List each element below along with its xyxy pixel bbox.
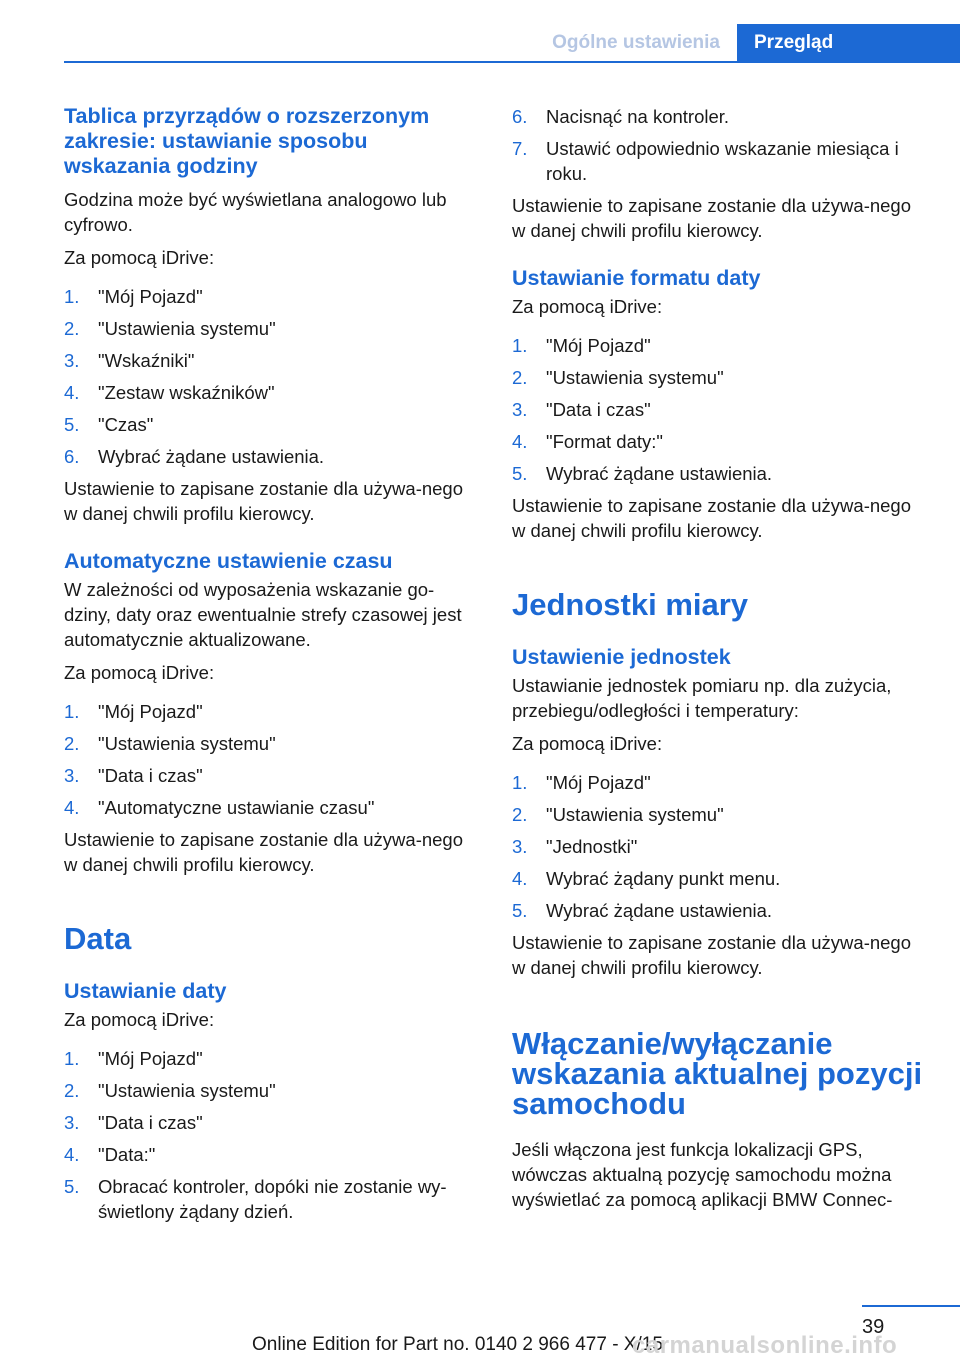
list-item: 5. "Czas"	[64, 414, 154, 435]
list-item: 2. "Ustawienia systemu"	[512, 804, 724, 825]
paragraph-gps: Jeśli włączona jest funkcja lokalizacji GPS, wówczas aktualną pozycję samochodu można wyświetlać za pomocą aplikacji BMW Connec-	[512, 1139, 893, 1210]
list-item: 3. "Jednostki"	[512, 836, 638, 857]
steps-list-continued	[512, 104, 924, 186]
steps-list-2	[64, 699, 476, 820]
list-item: 4. "Format daty:"	[512, 431, 663, 452]
page-header	[0, 24, 960, 62]
header-section-title: Ogólne ustawienia	[552, 32, 720, 53]
paragraph-jednostki: Ustawianie jednostek pomiaru np. dla zużycia, przebiegu/odległości i temperatury:	[512, 675, 892, 721]
heading-wlaczanie: Włączanie/wyłączanie wskazania aktualnej pozycji samochodu	[512, 1026, 923, 1121]
list-item: 5. Obracać kontroler, dopóki nie zostanie wy-świetlony żądany dzień.	[64, 1176, 447, 1222]
list-item: 7. Ustawić odpowiednio wskazanie miesiąca i roku.	[512, 138, 899, 184]
paragraph-godzina: Godzina może być wyświetlana analogowo lub cyfrowo.	[64, 189, 447, 235]
idrive-label: Za pomocą iDrive:	[512, 733, 663, 754]
list-item: 4. "Data:"	[64, 1144, 156, 1165]
list-item: 2. "Ustawienia systemu"	[64, 1080, 276, 1101]
heading-auto-czas: Automatyczne ustawienie czasu	[64, 549, 393, 573]
list-item: 2. "Ustawienia systemu"	[512, 367, 724, 388]
list-item: 2. "Ustawienia systemu"	[64, 733, 276, 754]
list-item: 1. "Mój Pojazd"	[64, 701, 203, 722]
heading-data: Data	[64, 921, 132, 956]
paragraph-saved: Ustawienie to zapisane zostanie dla używa-nego w danej chwili profilu kierowcy.	[64, 478, 464, 524]
steps-list-1	[64, 284, 476, 469]
list-item: 3. "Data i czas"	[64, 1112, 203, 1133]
paragraph-saved: Ustawienie to zapisane zostanie dla używa-nego w danej chwili profilu kierowcy.	[64, 829, 464, 875]
list-item: 1. "Mój Pojazd"	[64, 1048, 203, 1069]
footer-rule	[862, 1305, 960, 1307]
idrive-label: Za pomocą iDrive:	[64, 662, 215, 683]
paragraph-auto: W zależności od wyposażenia wskazanie go-dziny, daty oraz ewentualnie strefy czasowej jest automatycznie aktualizowane.	[64, 579, 462, 650]
idrive-label: Za pomocą iDrive:	[64, 1009, 215, 1030]
steps-list-4	[512, 333, 924, 486]
list-item: 3. "Data i czas"	[64, 765, 203, 786]
list-item: 4. "Zestaw wskaźników"	[64, 382, 275, 403]
list-item: 3. "Wskaźniki"	[64, 350, 195, 371]
watermark: carmanualsonline.info	[632, 1332, 898, 1359]
paragraph-saved: Ustawienie to zapisane zostanie dla używa-nego w danej chwili profilu kierowcy.	[512, 195, 912, 241]
list-item: 5. Wybrać żądane ustawienia.	[512, 463, 773, 484]
edition-note: Online Edition for Part no. 0140 2 966 477 - X/15	[252, 1334, 663, 1355]
header-tab: Przegląd	[737, 24, 960, 62]
list-item: 4. Wybrać żądany punkt menu.	[512, 868, 781, 889]
heading-jednostki-miary: Jednostki miary	[512, 587, 749, 622]
list-item: 6. Nacisnąć na kontroler.	[512, 106, 730, 127]
paragraph-saved: Ustawienie to zapisane zostanie dla używa-nego w danej chwili profilu kierowcy.	[512, 495, 912, 541]
steps-list-3	[64, 1046, 476, 1224]
heading-ustawianie-daty: Ustawianie daty	[64, 979, 227, 1003]
heading-format-daty: Ustawianie formatu daty	[512, 266, 761, 290]
right-column	[512, 104, 924, 1212]
list-item: 3. "Data i czas"	[512, 399, 651, 420]
idrive-label: Za pomocą iDrive:	[64, 247, 215, 268]
list-item: 1. "Mój Pojazd"	[64, 286, 203, 307]
page-number: 39	[862, 1316, 885, 1338]
left-column	[64, 104, 476, 1231]
heading-tablica: Tablica przyrządów o rozszerzonym zakresie: ustawianie sposobu wskazania godziny	[64, 104, 430, 178]
list-item: 5. Wybrać żądane ustawienia.	[512, 900, 773, 921]
header-rule	[64, 61, 960, 63]
list-item: 1. "Mój Pojazd"	[512, 335, 651, 356]
list-item: 4. "Automatyczne ustawianie czasu"	[64, 797, 375, 818]
steps-list-5	[512, 770, 924, 923]
paragraph-saved: Ustawienie to zapisane zostanie dla używa-nego w danej chwili profilu kierowcy.	[512, 932, 912, 978]
list-item: 6. Wybrać żądane ustawienia.	[64, 446, 325, 467]
list-item: 1. "Mój Pojazd"	[512, 772, 651, 793]
idrive-label: Za pomocą iDrive:	[512, 296, 663, 317]
list-item: 2. "Ustawienia systemu"	[64, 318, 276, 339]
heading-ustawienie-jednostek: Ustawienie jednostek	[512, 645, 731, 669]
